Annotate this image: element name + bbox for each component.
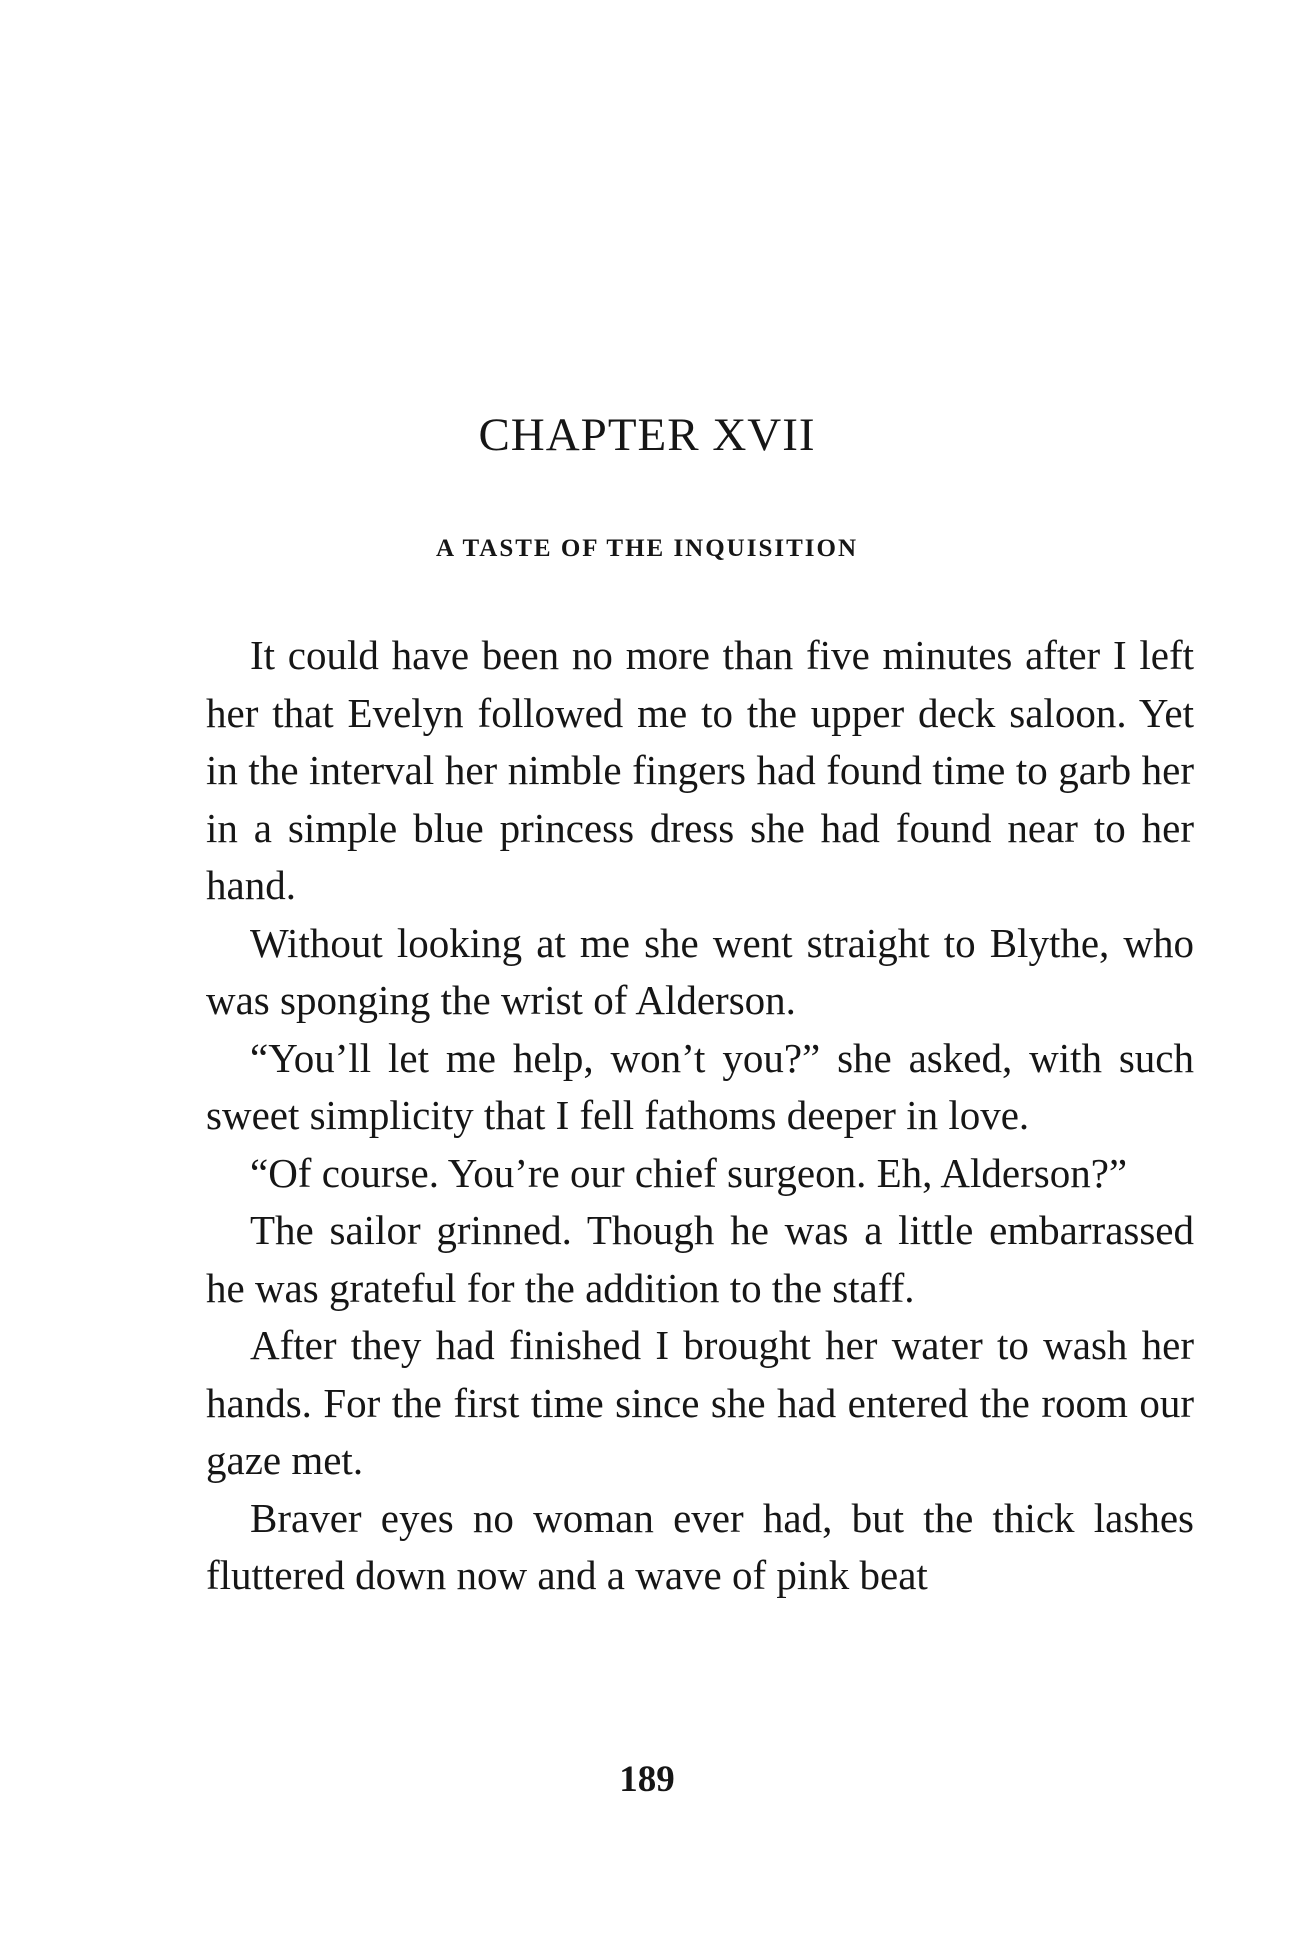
paragraph: Braver eyes no woman ever had, but the thick lashes fluttered down now and a wave of pink beat — [206, 1494, 1194, 1598]
chapter-title: CHAPTER XVII — [478, 409, 816, 461]
page-number: 189 — [619, 1759, 675, 1800]
paragraph: “Of course. You’re our chief surgeon. Eh, Alderson?” — [250, 1149, 1128, 1196]
chapter-subtitle: A TASTE OF THE INQUISITION — [435, 535, 859, 562]
paragraph: After they had finished I brought her water to wash her hands. For the first time since she had entered the room our gaze met. — [206, 1322, 1194, 1483]
paragraph: It could have been no more than five minutes after I left her that Evelyn followed me to the upper deck saloon. Yet in the interval her nimble fingers had found time to garb her in a simple blue princess dress she had found near to her hand. — [206, 632, 1194, 908]
paragraph: The sailor grinned. Though he was a little embarrassed he was grateful for the addition to the staff. — [206, 1207, 1194, 1311]
paragraph: “You’ll let me help, won’t you?” she asked, with such sweet simplicity that I fell fathoms deeper in love. — [206, 1034, 1194, 1138]
paragraph: Without looking at me she went straight to Blythe, who was sponging the wrist of Alderson. — [206, 919, 1194, 1023]
body-text — [206, 627, 1194, 1605]
